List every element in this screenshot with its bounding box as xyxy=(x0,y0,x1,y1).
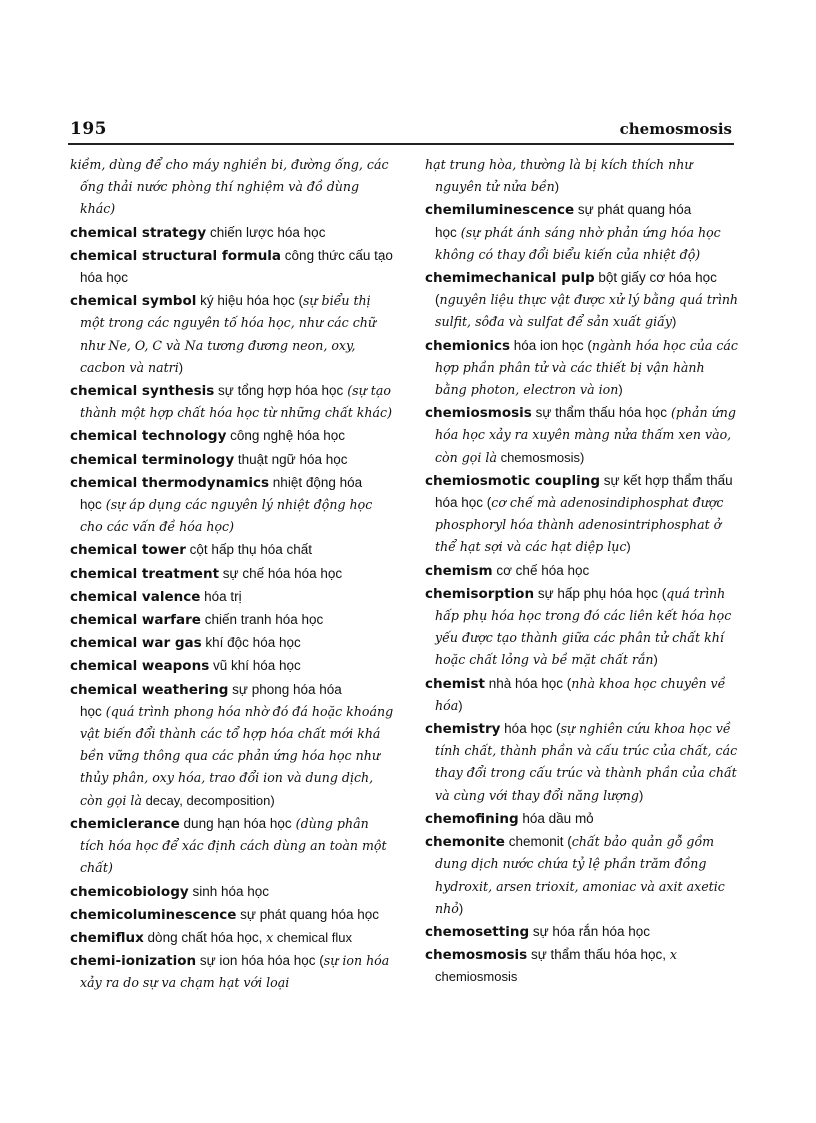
dictionary-entry xyxy=(425,583,740,672)
dictionary-entry xyxy=(70,679,396,812)
dictionary-entry xyxy=(425,335,740,402)
entry-tail: chemical flux xyxy=(273,929,352,945)
translation: chemonit ( xyxy=(504,834,572,850)
definition: nhà khoa học chuyên về hóa xyxy=(435,675,726,713)
translation: ký hiệu hóa học ( xyxy=(196,293,303,309)
entry-tail: ) xyxy=(554,179,560,195)
translation: sự phong hóa hóa học xyxy=(80,681,342,719)
entry-tail: chemosmosis) xyxy=(496,449,585,465)
translation: công nghệ hóa học xyxy=(226,428,345,444)
definition: chất bảo quản gỗ gồm dung dịch nước chứa tỷ lệ phần trăm đồng hydroxit, arsen trioxit, amoniac và axit axetic nhỏ xyxy=(435,834,725,916)
entry-tail: ) xyxy=(618,382,623,398)
translation: nhà hóa học ( xyxy=(484,675,572,691)
dictionary-entry xyxy=(425,560,740,582)
translation: hóa trị xyxy=(200,588,242,604)
headword: chemiflux xyxy=(70,929,144,946)
definition: (dùng phân tích hóa học để xác định cách dùng an toàn một chất) xyxy=(80,815,387,876)
definition: (phản ứng hóa học xảy ra xuyên màng nửa thấm xen vào, còn gọi là xyxy=(435,405,736,465)
headword: chemi-ionization xyxy=(70,953,197,970)
headword: chemicobiology xyxy=(70,883,189,900)
entry-tail: ) xyxy=(671,314,677,330)
translation: nhiệt động hóa học xyxy=(80,474,363,513)
translation: thuật ngữ hóa học xyxy=(234,451,348,467)
translation: sự chế hóa hóa học xyxy=(219,565,343,581)
headword: chemical thermodynamics xyxy=(70,474,270,491)
headword: chemical symbol xyxy=(70,293,197,310)
dictionary-entry xyxy=(70,449,396,471)
dictionary-entry xyxy=(425,267,740,334)
definition: (quá trình phong hóa nhờ đó đá hoặc khoáng vật biến đổi thành các tổ hợp hóa chất mới khá bền vững thông qua các phản ứng hóa học như thủy phân, oxy hóa, trao đổi ion và dung dịch, còn gọi là xyxy=(80,703,394,808)
headword: chemofining xyxy=(425,810,519,827)
dictionary-entry xyxy=(70,632,396,654)
translation: hóa ion học ( xyxy=(510,337,592,353)
headword: chemical war gas xyxy=(70,635,202,652)
definition: ngành hóa học của các hợp phần phân tử và các thiết bị vận hành bằng photon, electron và ion xyxy=(435,337,738,398)
dictionary-entry xyxy=(70,380,396,424)
headword: chemonite xyxy=(425,834,505,851)
headword: chemical weapons xyxy=(70,658,210,675)
translation: sự kết hợp thẩm thấu hóa học ( xyxy=(435,472,733,511)
dictionary-entry xyxy=(70,950,396,994)
headword: chemisorption xyxy=(425,585,535,602)
headword: chemical technology xyxy=(70,428,227,445)
headword: chemimechanical pulp xyxy=(425,270,595,287)
dictionary-entry xyxy=(70,154,396,221)
dictionary-entry xyxy=(70,609,396,631)
headword: chemiosmosis xyxy=(425,405,532,422)
dictionary-entry xyxy=(70,586,396,608)
dictionary-entry xyxy=(70,813,396,880)
translation: khí độc hóa học xyxy=(201,635,301,651)
dictionary-entry xyxy=(425,470,740,559)
headword: chemistry xyxy=(425,721,501,738)
entry-tail: ) xyxy=(626,539,631,555)
translation: công thức cấu tạo hóa học xyxy=(80,247,393,286)
headword: chemical strategy xyxy=(70,224,207,241)
dictionary-entry xyxy=(425,944,740,988)
translation: sự hóa rắn hóa học xyxy=(529,923,650,939)
left-column xyxy=(70,154,396,996)
translation: cột hấp thụ hóa chất xyxy=(185,542,313,558)
dictionary-entry xyxy=(425,199,740,266)
translation: hóa dầu mỏ xyxy=(518,810,594,826)
dictionary-entry xyxy=(425,673,740,717)
dictionary-entry xyxy=(70,425,396,447)
headword: chemical structural formula xyxy=(70,247,282,264)
headword: chemical valence xyxy=(70,588,201,605)
right-column xyxy=(425,154,740,990)
headword: chemiclerance xyxy=(70,815,180,832)
entry-tail: ) xyxy=(638,787,644,803)
dictionary-entry xyxy=(425,921,740,943)
translation: sinh hóa học xyxy=(188,883,269,899)
translation: chiến lược hóa học xyxy=(206,224,326,240)
dictionary-entry xyxy=(70,539,396,561)
dictionary-entry xyxy=(70,927,396,949)
translation: vũ khí hóa học xyxy=(209,658,301,674)
dictionary-entry xyxy=(70,655,396,677)
headword: chemosetting xyxy=(425,923,530,940)
headword: chemicoluminescence xyxy=(70,906,237,923)
translation: sự thẩm thấu hóa học xyxy=(531,405,667,421)
definition: (sự phát ánh sáng nhờ phản ứng hóa học không có thay đổi biểu kiến của nhiệt độ) xyxy=(435,224,721,262)
entry-tail: chemiosmosis xyxy=(435,969,518,985)
entry-tail: ) xyxy=(178,359,184,375)
definition: hạt trung hòa, thường là bị kích thích như nguyên tử nửa bền xyxy=(425,157,693,195)
translation: sự hấp phụ hóa học ( xyxy=(534,585,667,601)
translation: hóa học ( xyxy=(500,721,561,737)
translation: sự phát quang hóa học xyxy=(435,202,692,240)
definition: nguyên liệu thực vật được xử lý bằng quá trình sulfit, sôđa và sulfat để sản xuất giấy xyxy=(435,292,739,330)
dictionary-entry xyxy=(425,154,740,198)
headword: chemical synthesis xyxy=(70,383,215,400)
dictionary-entry xyxy=(425,831,740,920)
dictionary-entry xyxy=(70,881,396,903)
headword: chemical treatment xyxy=(70,565,220,582)
translation: chiến tranh hóa học xyxy=(200,612,324,628)
headword: chemical terminology xyxy=(70,451,235,468)
translation: cơ chế hóa học xyxy=(492,562,590,578)
headword: chemism xyxy=(425,562,493,579)
headword: chemiluminescence xyxy=(425,202,575,219)
translation: sự phát quang hóa học xyxy=(236,906,380,922)
dictionary-entry xyxy=(70,563,396,585)
definition: x xyxy=(669,947,677,963)
dictionary-entry xyxy=(425,402,740,469)
page-number: 195 xyxy=(70,119,107,139)
headword: chemionics xyxy=(425,337,511,354)
definition: kiềm, dùng để cho máy nghiền bi, đường ống, các ống thải nước phòng thí nghiệm và đồ dùng khác) xyxy=(70,157,389,217)
dictionary-entry xyxy=(70,904,396,926)
definition: x xyxy=(266,929,274,945)
headword: chemical weathering xyxy=(70,681,229,698)
definition: (sự tạo thành một hợp chất hóa học từ những chất khác) xyxy=(80,383,392,421)
entry-tail: ) xyxy=(458,697,463,713)
definition: (sự áp dụng các nguyên lý nhiệt động học cho các vấn đề hóa học) xyxy=(80,497,373,535)
headword: chemist xyxy=(425,675,485,692)
entry-tail: decay, decomposition) xyxy=(141,792,275,808)
entry-tail: ) xyxy=(653,652,658,668)
translation: dòng chất hóa học, xyxy=(143,929,267,945)
translation: sự tổng hợp hóa học xyxy=(214,383,344,399)
definition: sự biểu thị một trong các nguyên tố hóa học, như các chữ như Ne, O, C và Na tương đương neon, oxy, cacbon và natri xyxy=(80,293,376,375)
definition: sự nghiên cứu khoa học về tính chất, thành phần và cấu trúc của chất, các thay đổi trong cấu trúc và thành phần của chất và cùng với thay đổi năng lượng xyxy=(435,721,738,803)
headword: chemiosmotic coupling xyxy=(425,472,600,489)
entry-tail: ) xyxy=(458,900,464,916)
dictionary-entry xyxy=(70,472,396,539)
header-rule xyxy=(68,143,734,145)
dictionary-entry xyxy=(70,245,396,289)
running-head: chemosmosis xyxy=(619,120,732,138)
dictionary-entry xyxy=(70,222,396,244)
translation: sự ion hóa hóa học ( xyxy=(196,953,324,969)
definition: quá trình hấp phụ hóa học trong đó các liên kết hóa học yếu được tạo thành giữa các phân tử chất khí hoặc chất lỏng và bề mặt chất rắn xyxy=(435,585,732,668)
headword: chemosmosis xyxy=(425,947,528,964)
dictionary-entry xyxy=(70,290,396,379)
translation: bột giấy cơ hóa học ( xyxy=(435,270,717,308)
definition: cơ chế mà adenosindiphosphat được phosphoryl hóa thành adenosintriphosphat ở thể hạt sợi và các hạt diệp lục xyxy=(435,495,724,555)
definition: sự ion hóa xảy ra do sự va chạm hạt với loại xyxy=(80,953,390,991)
headword: chemical warfare xyxy=(70,612,201,629)
translation: sự thẩm thấu hóa học, xyxy=(527,947,670,963)
headword: chemical tower xyxy=(70,542,186,559)
dictionary-entry xyxy=(425,808,740,830)
translation: dung hạn hóa học xyxy=(179,815,292,831)
dictionary-entry xyxy=(425,718,740,807)
